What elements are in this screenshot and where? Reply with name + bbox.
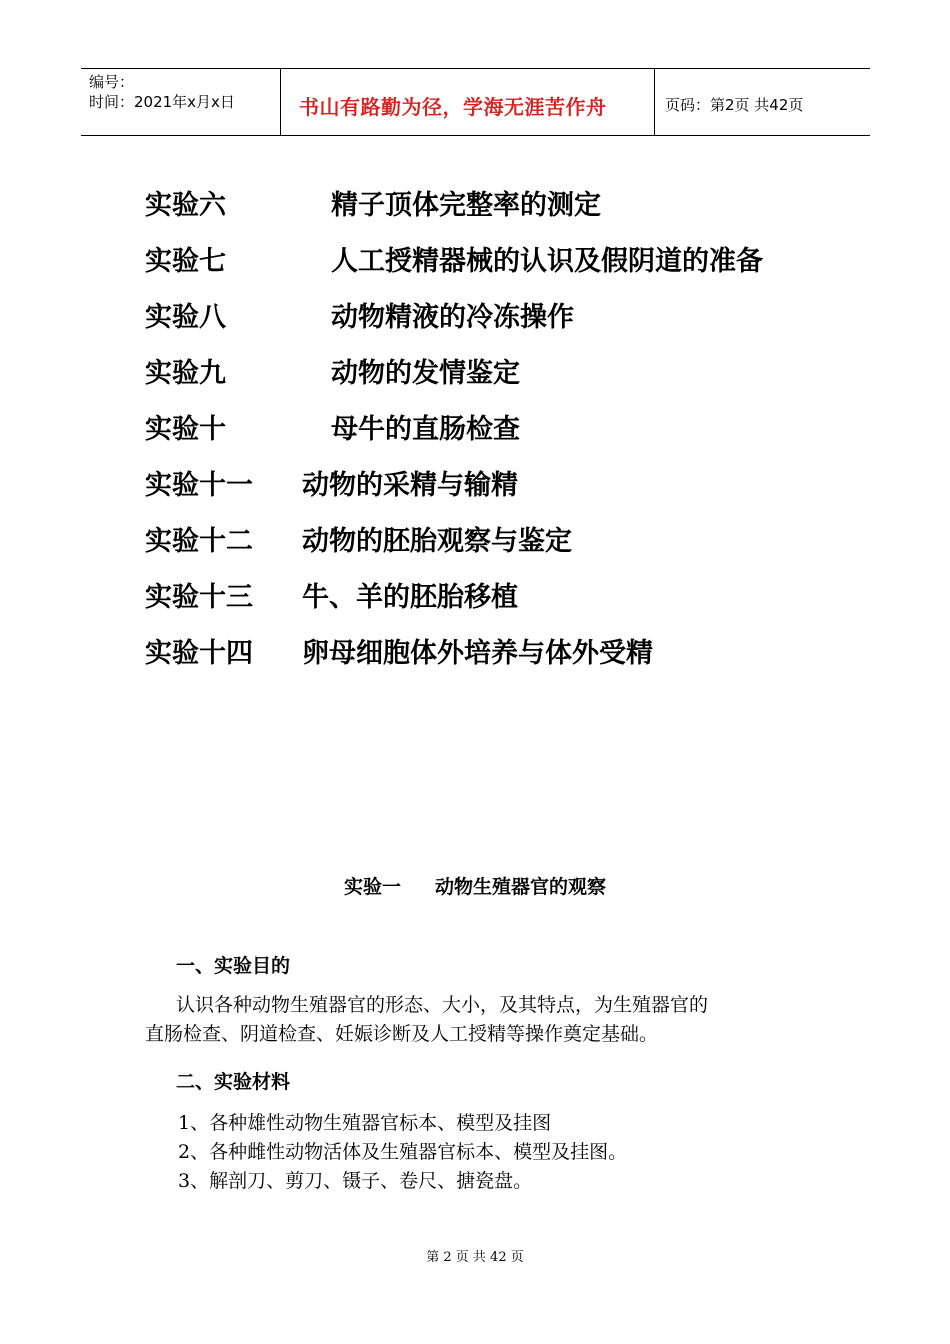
header-motto: 书山有路勤为径，学海无涯苦作舟	[299, 95, 607, 119]
toc-entry	[145, 623, 845, 679]
toc-entry	[145, 343, 845, 399]
toc-entry-title: 母牛的直肠检查	[331, 414, 520, 445]
toc-entry-number: 实验十四	[145, 638, 253, 669]
materials-heading: 二、实验材料	[176, 1071, 291, 1093]
purpose-heading: 一、实验目的	[176, 955, 291, 977]
toc-entry-number: 实验十	[145, 414, 226, 445]
header-motto-cell	[281, 69, 655, 135]
toc-entry-title: 动物的采精与输精	[302, 470, 518, 501]
experiment-list	[145, 175, 845, 679]
toc-entry	[145, 231, 845, 287]
toc-entry-number: 实验十三	[145, 582, 253, 613]
toc-entry-title: 牛、羊的胚胎移植	[302, 582, 518, 613]
toc-entry-number: 实验十二	[145, 526, 253, 557]
toc-entry	[145, 567, 845, 623]
materials-item: 3、解剖刀、剪刀、镊子、卷尺、搪瓷盘。	[178, 1170, 533, 1192]
document-time-label: 时间：2021年x月x日	[89, 93, 235, 111]
toc-entry	[145, 287, 845, 343]
toc-entry	[145, 175, 845, 231]
toc-entry	[145, 399, 845, 455]
section-title	[0, 872, 950, 899]
toc-entry-title: 动物精液的冷冻操作	[331, 302, 574, 333]
header-page-info: 页码：第2页 共42页	[665, 96, 804, 114]
materials-item: 2、各种雌性动物活体及生殖器官标本、模型及挂图。	[178, 1141, 628, 1163]
toc-entry-number: 实验九	[145, 358, 226, 389]
section-number: 实验一	[343, 876, 401, 898]
page-header	[81, 68, 870, 136]
toc-entry-title: 动物的发情鉴定	[331, 358, 520, 389]
toc-entry-title: 精子顶体完整率的测定	[331, 190, 601, 221]
toc-entry-number: 实验八	[145, 302, 226, 333]
purpose-text-line-2: 直肠检查、阴道检查、妊娠诊断及人工授精等操作奠定基础。	[145, 1023, 659, 1045]
section-name: 动物生殖器官的观察	[435, 876, 607, 898]
header-page-cell	[655, 69, 870, 135]
toc-entry-number: 实验十一	[145, 470, 253, 501]
toc-entry-number: 实验七	[145, 246, 226, 277]
toc-entry-title: 人工授精器械的认识及假阴道的准备	[331, 246, 763, 277]
page-footer: 第 2 页 共 42 页	[426, 1250, 524, 1265]
toc-entry	[145, 455, 845, 511]
header-meta-cell	[81, 69, 281, 135]
document-code-label: 编号：	[89, 73, 135, 91]
toc-entry-title: 动物的胚胎观察与鉴定	[302, 526, 572, 557]
purpose-text-line-1: 认识各种动物生殖器官的形态、大小，及其特点，为生殖器官的	[176, 994, 709, 1016]
toc-entry	[145, 511, 845, 567]
toc-entry-title: 卵母细胞体外培养与体外受精	[302, 638, 653, 669]
toc-entry-number: 实验六	[145, 190, 226, 221]
materials-item: 1、各种雄性动物生殖器官标本、模型及挂图	[178, 1112, 552, 1134]
